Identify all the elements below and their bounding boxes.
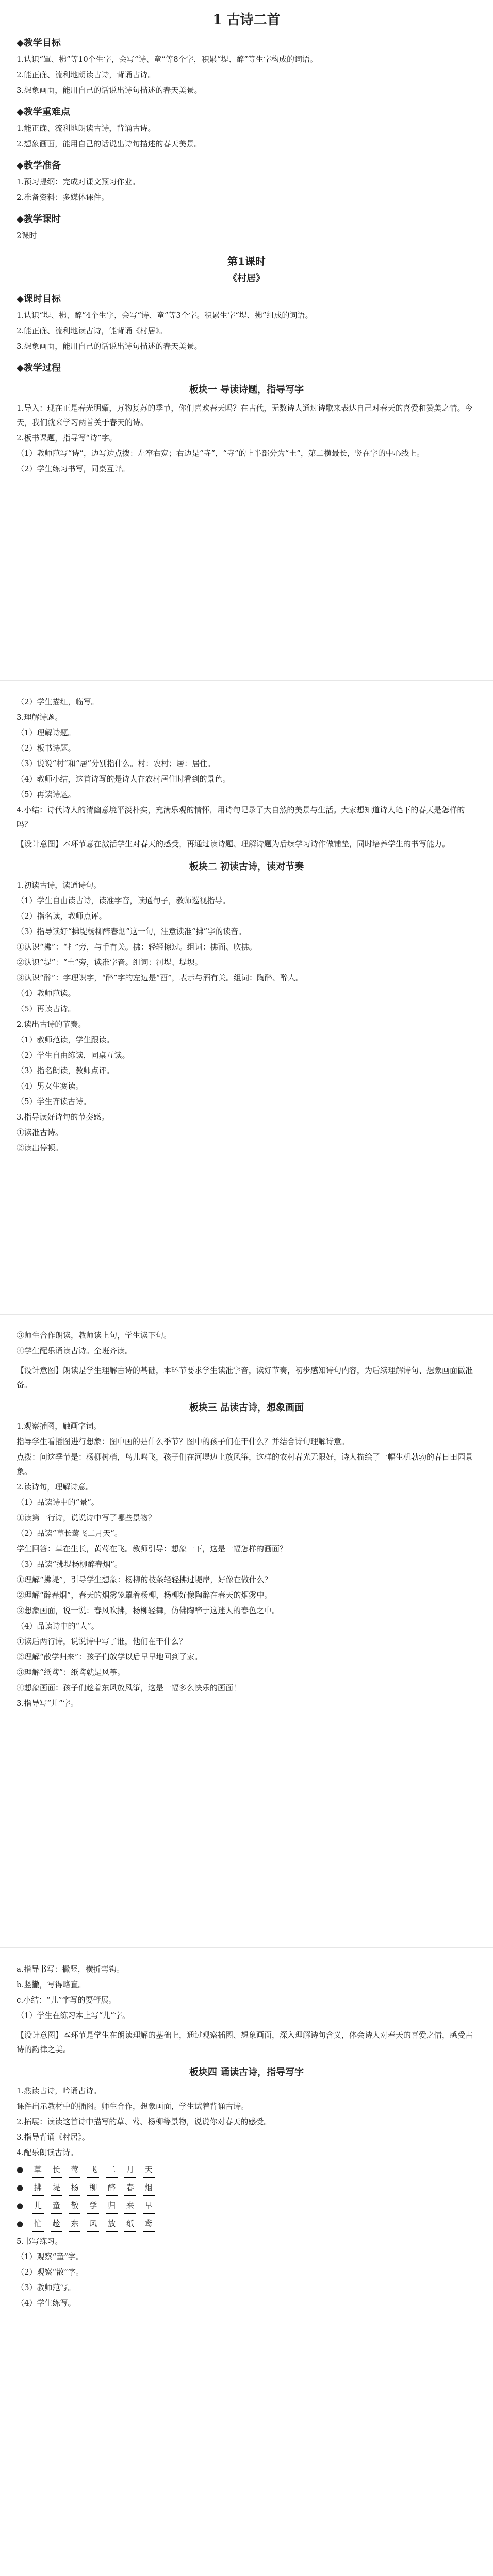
poem-char: 早: [143, 2198, 155, 2214]
block-2-line-5: ①认识“拂”：“扌”旁，与手有关。拂：轻轻擦过。组词：拂面、吹拂。: [17, 942, 257, 952]
block-4-more-5: （4）学生练写。: [17, 2298, 76, 2308]
block-4-line-4: 3.指导背诵《村居》。: [17, 2132, 90, 2142]
goal-1: 1.认识“罩、拂”等10个生字，会写“诗、童”等8个字，积累“堤、醉”等生字构成的词语。: [17, 55, 318, 64]
block-4-more-1: 5.书写练习。: [17, 2236, 63, 2246]
block-2-line-14: （4）男女生赛读。: [17, 1081, 84, 1091]
page-3: [0, 1314, 493, 1947]
block-3-line-11: ②理解“醉春烟”，春天的烟雾笼罩着杨柳，杨柳好像陶醉在春天的烟雾中。: [17, 1590, 272, 1600]
p2-line-7: （5）再读诗题。: [17, 790, 76, 799]
block-3-line-5: （1）品读诗中的“景”。: [17, 1498, 99, 1507]
teaching-goals-heading: ◆教学目标: [17, 38, 61, 48]
p3-line-1: ③师生合作朗读，教师读上句，学生读下句。: [17, 1331, 172, 1340]
design-note-1: 【设计意图】本环节意在激活学生对春天的感受，再通过读诗题、理解诗题为后续学习诗作做铺垫，同时培养学生的书写能力。: [17, 839, 450, 849]
poem-char: 草: [32, 2162, 44, 2178]
block-3-line-10: ①理解“拂堤”，引导学生想象：杨柳的枝条轻轻拂过堤岸，好像在做什么？: [17, 1575, 272, 1584]
poem-char: 散: [69, 2198, 80, 2214]
poem-char: 杨: [69, 2180, 80, 2196]
block-4-line-2: 课件出示教材中的插图。师生合作，想象画面，学生试着背诵古诗。: [17, 2102, 249, 2111]
block-1-line-3: （1）教师范写“诗”，边写边点拨：左窄右宽；右边是“寺”，“寺”的上半部分为“土”，第二横最长，竖在字的中心线上。: [17, 449, 424, 458]
block-2-line-6: ②认识“堤”：“土”旁，读准字音。组词：河堤、堤坝。: [17, 958, 203, 967]
block-3-line-4: 2.读诗句，理解诗意。: [17, 1482, 94, 1492]
block-2-line-2: （1）学生自由读古诗，读准字音，读通句子，教师巡视指导。: [17, 896, 231, 905]
block-3-line-12: ③想象画面，说一说：春风吹拂，杨柳轻舞，仿佛陶醉于这迷人的春色之中。: [17, 1606, 280, 1615]
poem-char: 归: [106, 2198, 118, 2214]
design-note-2: 【设计意图】朗读是学生理解古诗的基础，本环节要求学生读准字音，读好节奏，初步感知诗句内容，为后续理解诗句、想象画面做准备。: [17, 1366, 473, 1389]
poem-title: 《村居》: [228, 273, 265, 284]
teaching-hours-heading: ◆教学课时: [17, 214, 61, 225]
prep-1: 1.预习提纲：完成对课文预习作业。: [17, 177, 140, 187]
p4-line-2: b.竖撇，写得略直。: [17, 1980, 86, 1989]
block-2-line-12: （2）学生自由练读，同桌互读。: [17, 1050, 130, 1060]
block-3-line-1: 1.观察插图，触画字词。: [17, 1421, 102, 1431]
block-2-line-9: （5）再读古诗。: [17, 1004, 76, 1013]
poem-char: 长: [51, 2162, 62, 2178]
poem-line-3: [17, 2198, 476, 2214]
block-3-line-6: ①读第一行诗，说说诗中写了哪些景物？: [17, 1513, 156, 1522]
poem-char: 二: [106, 2162, 118, 2178]
teaching-hours: 2课时: [17, 231, 37, 240]
block-3-line-14: ①读后两行诗，说说诗中写了谁，他们在干什么？: [17, 1637, 187, 1646]
p2-line-6: （4）教师小结，这首诗写的是诗人在农村居住时看到的景色。: [17, 774, 231, 784]
p4-line-1: a.指导书写：撇竖，横折弯钩。: [17, 1964, 124, 1974]
block-3-line-2: 指导学生看插图进行想象：图中画的是什么季节？图中的孩子们在干什么？并结合诗句理解诗意。: [17, 1437, 350, 1446]
poem-char: 忙: [32, 2216, 44, 2232]
poem-char: 东: [69, 2216, 80, 2232]
poem-char: 莺: [69, 2162, 80, 2178]
poem-char: 学: [87, 2198, 99, 2214]
block-2-line-16: 3.指导读好诗句的节奏感。: [17, 1112, 109, 1122]
goal-3: 3.想象画面，能用自己的话说出诗句描述的春天美景。: [17, 86, 202, 95]
poem-char: 飞: [87, 2162, 99, 2178]
page-1: [0, 0, 493, 680]
poem-char: 来: [124, 2198, 136, 2214]
poem-char: 拂: [32, 2180, 44, 2196]
key-1: 1.能正确、流利地朗读古诗，背诵古诗。: [17, 124, 156, 133]
poem-char: 醉: [106, 2180, 118, 2196]
block-1-line-4: （2）学生练习书写，同桌互评。: [17, 464, 130, 473]
block-3-title: 板块三 品读古诗，想象画面: [189, 1402, 304, 1413]
p2-line-1: （2）学生描红，临写。: [17, 697, 99, 706]
key-2: 2.想象画面，能用自己的话说出诗句描述的春天美景。: [17, 139, 202, 148]
block-3-line-16: ③理解“纸鸢”：纸鸢就是风筝。: [17, 1668, 125, 1677]
block-4-line-3: 2.拓展：读读这首诗中描写的草、莺、杨柳等景物，说说你对春天的感受。: [17, 2117, 272, 2126]
block-1-line-2: 2.板书课题，指导写“诗”字。: [17, 433, 117, 443]
block-1-title: 板块一 导读诗题，指导写字: [189, 384, 304, 395]
block-2-line-8: （4）教师范读。: [17, 989, 76, 998]
block-2-line-7: ③认识“醉”：字理识字，“醉”字的左边是“酉”，表示与酒有关。组词：陶醉、醉人。: [17, 973, 304, 982]
block-2-line-10: 2.读出古诗的节奏。: [17, 1020, 86, 1029]
p2-line-3: （1）理解诗题。: [17, 728, 76, 737]
poem-char: 童: [51, 2198, 62, 2214]
block-4-more-3: （2）观察“散”字。: [17, 2267, 84, 2277]
block-3-line-8: 学生回答：草在生长，黄莺在飞。教师引导：想象一下，这是一幅怎样的画面？: [17, 1544, 288, 1553]
block-2-line-18: ②读出停顿。: [17, 1143, 63, 1153]
poem-char: 放: [106, 2216, 118, 2232]
block-2-line-15: （5）学生齐读古诗。: [17, 1097, 91, 1106]
poem-char: 天: [143, 2162, 155, 2178]
p2-line-8: 4.小结：诗代诗人的清幽意境平淡朴实，充满乐观的情怀，用诗句记录了大自然的美景与生活。大家想知道诗人笔下的春天是怎样的吗？: [17, 805, 465, 829]
p4-line-4: （1）学生在练习本上写“儿”字。: [17, 2011, 130, 2020]
poem-line-2: [17, 2180, 476, 2196]
block-4-line-1: 1.熟读古诗，吟诵古诗。: [17, 2086, 102, 2095]
teaching-prep-heading: ◆教学准备: [17, 160, 61, 171]
block-4-more-4: （3）教师范写。: [17, 2283, 76, 2292]
poem-char: 纸: [124, 2216, 136, 2232]
block-2-line-1: 1.初读古诗，读通诗句。: [17, 880, 102, 890]
block-2-title: 板块二 初读古诗，读对节奏: [189, 861, 304, 872]
page-4: [0, 1947, 493, 2576]
block-2-line-3: （2）指名读，教师点评。: [17, 911, 107, 921]
teaching-process-heading: ◆教学过程: [17, 363, 61, 374]
block-2-line-13: （3）指名朗读，教师点评。: [17, 1066, 114, 1075]
block-3-line-13: （4）品读诗中的“人”。: [17, 1621, 99, 1631]
block-2-line-17: ①读准古诗。: [17, 1128, 63, 1137]
class-goal-2: 2.能正确、流利地读古诗，能背诵《村居》。: [17, 326, 167, 335]
class-goal-1: 1.认识“堤、拂、醉”4个生字，会写“诗、童”等3个字。积累生字“堤、拂”组成的词语。: [17, 311, 313, 320]
block-1-line-1: 1.导入：现在正是春光明媚，万物复苏的季节，你们喜欢春天吗？在古代，无数诗人通过诗歌来表达自己对春天的喜爱和赞美之情。今天，我们就来学习两首关于春天的诗。: [17, 403, 473, 427]
block-3-line-18: 3.指导写“儿”字。: [17, 1699, 78, 1708]
p3-line-2: ④学生配乐诵读古诗。全班齐读。: [17, 1346, 133, 1355]
goal-2: 2.能正确、流利地朗读古诗，背诵古诗。: [17, 70, 156, 79]
poem-char: 鸢: [143, 2216, 155, 2232]
lesson-subtitle: 第1课时: [227, 255, 266, 267]
poem-char: 柳: [87, 2180, 99, 2196]
p4-line-3: c.小结：“儿”字写的要舒展。: [17, 1995, 117, 2005]
prep-2: 2.准备资料：多媒体课件。: [17, 193, 109, 202]
class-goals-heading: ◆课时目标: [17, 294, 61, 304]
poem-line-1: [17, 2162, 476, 2178]
page-title: 1 古诗二首: [212, 12, 281, 28]
poem-char: 堤: [51, 2180, 62, 2196]
class-goal-3: 3.想象画面，能用自己的话说出诗句描述的春天美景。: [17, 342, 202, 351]
poem-char: 儿: [32, 2198, 44, 2214]
poem-char: 春: [124, 2180, 136, 2196]
key-difficulty-heading: ◆教学重难点: [17, 107, 70, 117]
block-4-title: 板块四 诵读古诗，指导写字: [189, 2067, 304, 2078]
block-4-line-5: 4.配乐朗读古诗。: [17, 2148, 78, 2157]
p2-line-5: （3）说说“村”和“居”分别指什么。村：农村；居：居住。: [17, 759, 216, 768]
poem-char: 风: [87, 2216, 99, 2232]
poem-char: 烟: [143, 2180, 155, 2196]
poem-char: 趁: [51, 2216, 62, 2232]
poem-char: 月: [124, 2162, 136, 2178]
poem-line-4: [17, 2216, 476, 2232]
p2-line-4: （2）板书诗题。: [17, 743, 76, 753]
p2-line-2: 3.理解诗题。: [17, 713, 63, 722]
design-note-3: 【设计意图】本环节是学生在朗读理解的基础上，通过观察插图、想象画面，深入理解诗句含义，体会诗人对春天的喜爱之情，感受古诗的韵律之美。: [17, 2030, 473, 2054]
block-3-line-7: （2）品读“草长莺飞二月天”。: [17, 1529, 122, 1538]
block-2-line-4: （3）指导读好“拂堤杨柳醉春烟”这一句，注意读准“拂”字的读音。: [17, 927, 247, 936]
block-3-line-9: （3）品读“拂堤杨柳醉春烟”。: [17, 1560, 122, 1569]
block-2-line-11: （1）教师范读，学生跟读。: [17, 1035, 114, 1044]
block-3-line-15: ②理解“散学归来”：孩子们放学以后早早地回到了家。: [17, 1652, 203, 1662]
page-2: [0, 680, 493, 1314]
block-3-line-3: 点拨：问这季节是：杨柳树梢，鸟儿鸣飞，孩子们在河堤边上放风筝，这样的农村春光无限好，诗人描绘了一幅生机勃勃的春日田园景象。: [17, 1452, 473, 1476]
block-4-more-2: （1）观察“童”字。: [17, 2252, 84, 2261]
block-3-line-17: ④想象画面：孩子们趁着东风放风筝，这是一幅多么快乐的画面！: [17, 1683, 241, 1692]
